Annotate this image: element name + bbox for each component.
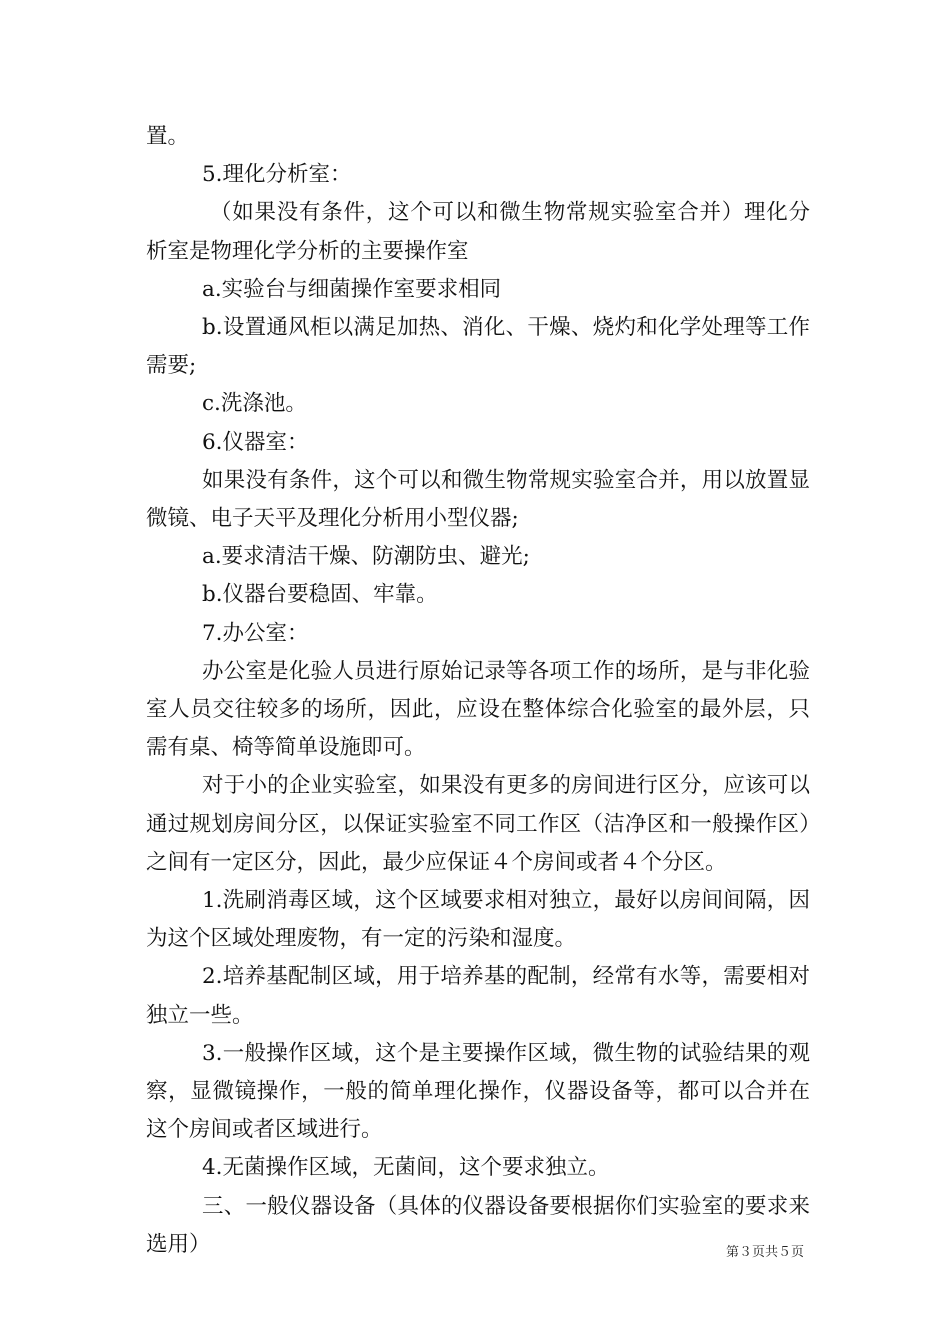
section-heading-general-equipment: 三、一般仪器设备（具体的仪器设备要根据你们实验室的要求来选用）: [146, 1193, 810, 1257]
paragraph-instrument-room-desc: 如果没有条件，这个可以和微生物常规实验室合并，用以放置显微镜、电子天平及理化分析用小型仪器;: [146, 467, 810, 532]
list-item-c-sink: c.洗涤池。: [202, 391, 307, 417]
page-number-footer: 第３页共５页: [725, 1245, 804, 1260]
list-item-a-clean-dry: a.要求清洁干燥、防潮防虫、避光;: [202, 544, 530, 570]
section-heading-instrument-room: 6.仪器室：: [202, 429, 309, 455]
section-heading-office: 7.办公室：: [202, 620, 309, 646]
paragraph-small-lab-zoning: 对于小的企业实验室，如果没有更多的房间进行区分，应该可以通过规划房间分区，以保证实验室不同工作区（洁净区和一般操作区）之间有一定区分，因此，最少应保证４个房间或者４个分区。: [146, 773, 810, 875]
document-body: [146, 118, 810, 1264]
section-heading-physicochemical-lab: 5.理化分析室：: [202, 162, 352, 188]
list-item-media-prep-zone: 2.培养基配制区域，用于培养基的配制，经常有水等，需要相对独立一些。: [146, 964, 810, 1028]
list-item-washing-zone: 1.洗刷消毒区域，这个区域要求相对独立，最好以房间间隔，因为这个区域处理废物，有一定的污染和湿度。: [146, 888, 810, 952]
paragraph-continuation: 置。: [146, 124, 190, 149]
list-item-a-bench: a.实验台与细菌操作室要求相同: [202, 276, 502, 302]
paragraph-office-desc: 办公室是化验人员进行原始记录等各项工作的场所，是与非化验室人员交往较多的场所，因此，应设在整体综合化验室的最外层，只需有桌、椅等简单设施即可。: [146, 658, 810, 761]
paragraph-physicochemical-lab-desc: （如果没有条件，这个可以和微生物常规实验室合并）理化分析室是物理化学分析的主要操作室: [146, 200, 810, 264]
list-item-general-operation-zone: 3.一般操作区域，这个是主要操作区域，微生物的试验结果的观察，显微镜操作，一般的简单理化操作，仪器设备等，都可以合并在这个房间或者区域进行。: [146, 1040, 810, 1143]
list-item-sterile-zone: 4.无菌操作区域，无菌间，这个要求独立。: [202, 1155, 610, 1181]
list-item-b-fume-hood: b.设置通风柜以满足加热、消化、干燥、烧灼和化学处理等工作需要;: [146, 315, 810, 379]
list-item-b-stable-bench: b.仪器台要稳固、牢靠。: [202, 582, 438, 608]
